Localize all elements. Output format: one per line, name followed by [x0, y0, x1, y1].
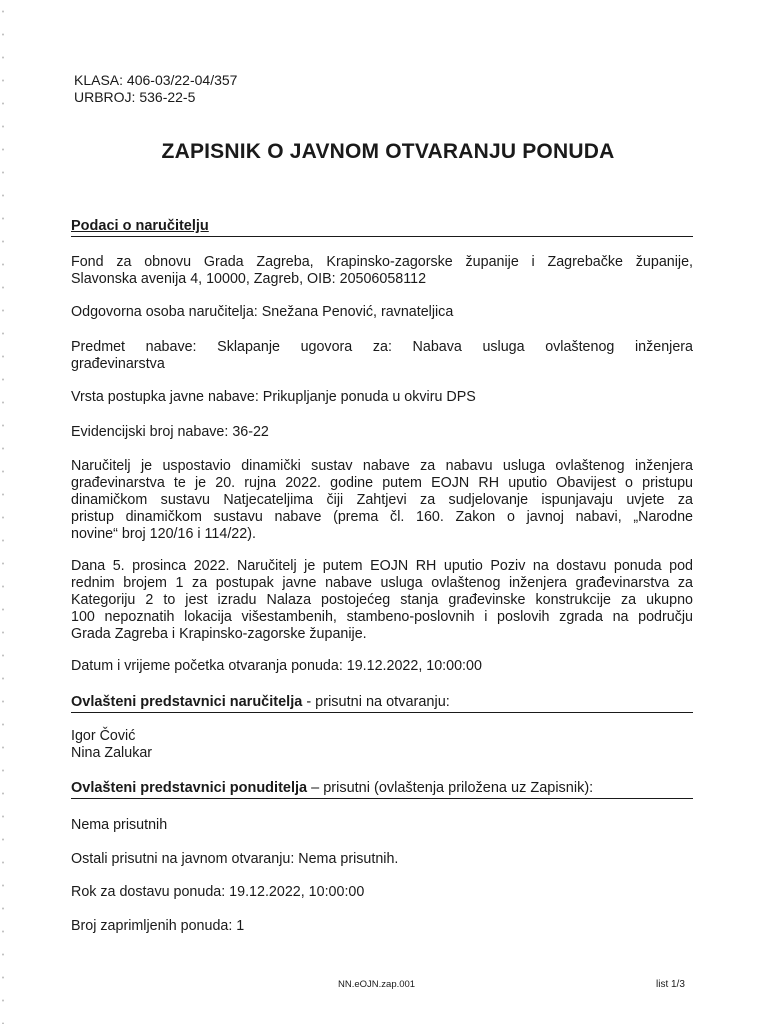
klasa-line: KLASA: 406-03/22-04/357 [74, 72, 238, 88]
paragraph-invitation-line: 100 nepoznatih lokacija višestambenih, stambeno-poslovnih i poslovih zgrada na području [71, 609, 693, 625]
responsible-person: Odgovorna osoba naručitelja: Snežana Penović, ravnateljica [71, 304, 454, 320]
section-heading: Ovlašteni predstavnici ponuditelja [71, 780, 308, 796]
paragraph-dps [71, 458, 693, 543]
bidder-reps-none: Nema prisutnih [71, 817, 168, 833]
procurement-subject-line1: Predmet nabave: Sklapanje ugovora za: Nabava usluga ovlaštenog inženjera [71, 339, 693, 355]
authority-name-line2: Slavonska avenija 4, 10000, Zagreb, OIB: 20506058112 [71, 271, 427, 287]
section-bidder-reps [71, 780, 693, 799]
section-heading-rest: - prisutni na otvaranju: [302, 694, 450, 710]
others-present: Ostali prisutni na javnom otvaranju: Nema prisutnih. [71, 851, 399, 867]
paragraph-invitation-line: Kategoriju 2 to jest izradu Nalaza postojećeg stanja građevinske konstrukcije za ukupno [71, 592, 693, 608]
paragraph-invitation [71, 558, 693, 643]
section-authority-reps [71, 694, 693, 713]
document-title: ZAPISNIK O JAVNOM OTVARANJU PONUDA [161, 140, 615, 163]
paragraph-invitation-line: rednim brojem 1 za postupak javne nabave usluga ovlaštenog inženjera građevinarstva za [71, 575, 693, 591]
footer-page-number: list 1/3 [656, 979, 685, 990]
paragraph-dps-line: građevinarstva te je 20. rujna 2022. godine putem EOJN RH uputio Obavijest o pristupu [71, 475, 693, 491]
procedure-type: Vrsta postupka javne nabave: Prikupljanje ponuda u okviru DPS [71, 389, 476, 405]
paragraph-dps-line: novine“ broj 120/16 i 114/22). [71, 526, 256, 542]
submission-deadline: Rok za dostavu ponuda: 19.12.2022, 10:00:00 [71, 884, 365, 900]
bids-received: Broj zaprimljenih ponuda: 1 [71, 918, 245, 934]
record-number: Evidencijski broj nabave: 36-22 [71, 424, 269, 440]
paragraph-invitation-line: Grada Zagreba i Krapinsko-zagorske županije. [71, 626, 367, 642]
section-heading: Ovlašteni predstavnici naručitelja [71, 694, 303, 710]
section-contracting-authority [71, 218, 693, 237]
procurement-subject-line2: građevinarstva [71, 356, 165, 372]
authority-name-line1: Fond za obnovu Grada Zagreba, Krapinsko-zagorske županije i Zagrebačke županije, [71, 254, 693, 270]
paragraph-dps-line: pristup dinamičkom sustavu nabave (prema čl. 160. Zakon o javnoj nabavi, „Narodne [71, 509, 693, 525]
authority-reps-list [71, 728, 693, 762]
paragraph-dps-line: Naručitelj je uspostavio dinamički sustav nabave za nabavu usluga ovlaštenog inženjera [71, 458, 693, 474]
paragraph-invitation-line: Dana 5. prosinca 2022. Naručitelj je putem EOJN RH uputio Poziv na dostavu ponuda pod [71, 558, 693, 574]
rep-name: Igor Čović [71, 728, 136, 744]
paragraph-dps-line: dinamičkom sustavu Natjecateljima čiji Zahtjevi za sudjelovanje ispunjavaju uvjete za [71, 492, 693, 508]
urbroj-line: URBROJ: 536-22-5 [74, 89, 196, 105]
reference-block [74, 72, 237, 106]
footer-form-code: NN.eOJN.zap.001 [338, 979, 416, 990]
opening-datetime: Datum i vrijeme početka otvaranja ponuda: 19.12.2022, 10:00:00 [71, 658, 482, 674]
authority-name [71, 254, 693, 288]
section-heading-rest: – prisutni (ovlaštenja priložena uz Zapisnik): [307, 780, 594, 796]
section-heading: Podaci o naručitelju [71, 218, 209, 234]
rep-name: Nina Zalukar [71, 745, 153, 761]
procurement-subject [71, 339, 693, 373]
